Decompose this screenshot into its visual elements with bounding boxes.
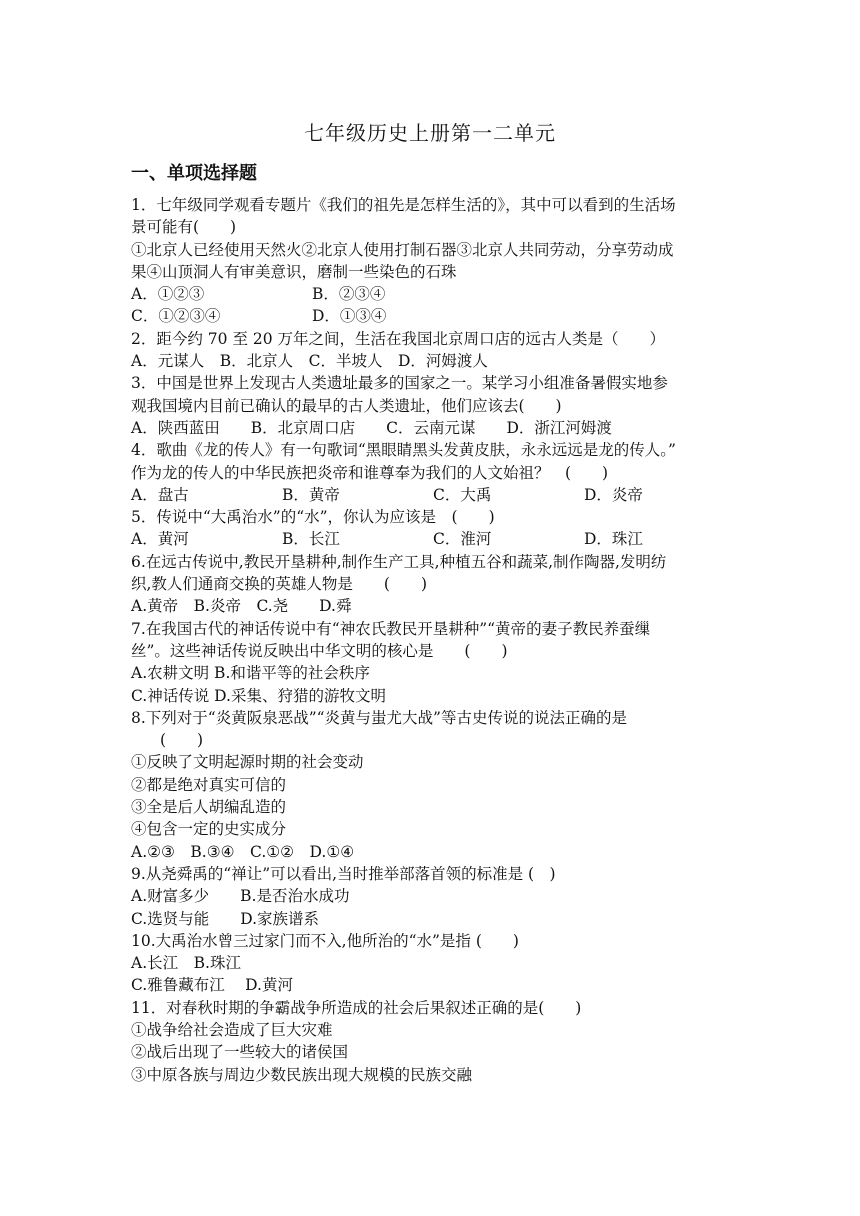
document-title: 七年级历史上册第一二单元 <box>304 121 556 145</box>
text-line <box>131 305 741 327</box>
text-line: ③全是后人胡编乱造的 <box>131 798 287 817</box>
answer-option: B．②③④ <box>312 285 386 304</box>
answer-option: D．炎帝 <box>584 485 643 504</box>
answer-option: B．长江 <box>282 530 340 549</box>
answer-option: D．珠江 <box>584 530 643 549</box>
text-line: 景可能有( ) <box>131 218 237 237</box>
answer-option: A．黄河 <box>131 530 189 549</box>
text-line: ①战争给社会造成了巨大灾难 <box>131 1020 333 1039</box>
text-line: 6.在远古传说中,教民开垦耕种,制作生产工具,种植五谷和蔬菜,制作陶器,发明纺 <box>131 552 667 571</box>
text-line: 11．对春秋时期的争霸战争所造成的社会后果叙述正确的是( ) <box>131 998 582 1017</box>
text-line: C.雅鲁藏布江 D.黄河 <box>131 976 293 995</box>
text-line: 7.在我国古代的神话传说中有“神农氏教民开垦耕种”“黄帝的妻子教民养蚕缫 <box>131 619 651 638</box>
answer-option: A．①②③ <box>131 285 205 304</box>
section-heading: 一、单项选择题 <box>131 163 257 184</box>
text-line: ③中原各族与周边少数民族出现大规模的民族交融 <box>131 1065 473 1084</box>
text-line: 观我国境内目前已确认的最早的古人类遗址，他们应该去( ) <box>131 396 562 415</box>
text-line: A.财富多少 B.是否治水成功 <box>131 887 350 906</box>
text-line: A.农耕文明 B.和谐平等的社会秩序 <box>131 664 370 683</box>
text-line <box>131 528 741 550</box>
text-line: 3．中国是世界上发现古人类遗址最多的国家之一。某学习小组准备暑假实地参 <box>131 374 668 393</box>
question-list <box>131 194 741 1086</box>
text-line <box>131 484 741 506</box>
text-line: 8.下列对于“炎黄阪泉恶战”“炎黄与蚩尤大战”等古史传说的说法正确的是 <box>131 708 627 727</box>
text-line: 织,教人们通商交换的英雄人物是 ( ) <box>131 575 428 594</box>
answer-option: C．①②③④ <box>131 307 221 326</box>
answer-option: D．①③④ <box>312 307 387 326</box>
text-line: 作为龙的传人的中华民族把炎帝和谁尊奉为我们的人文始祖？ ( ) <box>131 463 609 482</box>
text-line <box>131 283 741 305</box>
text-line: A．陕西蓝田 B．北京周口店 C．云南元谋 D．浙江河姆渡 <box>131 418 612 437</box>
text-line: 2．距今约 70 至 20 万年之间，生活在我国北京周口店的远古人类是（ ） <box>131 329 666 348</box>
text-line: ②战后出现了一些较大的诸侯国 <box>131 1043 349 1062</box>
text-line: A.②③ B.③④ C.①② D.①④ <box>131 842 355 861</box>
text-line: 10.大禹治水曾三过家门而不入,他所治的“水”是指 ( ) <box>131 931 519 950</box>
answer-option: C．大禹 <box>433 485 492 504</box>
text-line: ①北京人已经使用天然火②北京人使用打制石器③北京人共同劳动，分享劳动成 <box>131 240 674 259</box>
text-line: A．元谋人 B．北京人 C．半坡人 D．河姆渡人 <box>131 352 488 371</box>
text-line: ①反映了文明起源时期的社会变动 <box>131 753 364 772</box>
answer-option: B．黄帝 <box>282 485 340 504</box>
text-line: 果④山顶洞人有审美意识，磨制一些染色的石珠 <box>131 262 457 281</box>
answer-option: A．盘古 <box>131 485 189 504</box>
text-line: C.选贤与能 D.家族谱系 <box>131 909 320 928</box>
text-line: 9.从尧舜禹的“禅让”可以看出,当时推举部落首领的标准是 ( ) <box>131 864 556 883</box>
text-line: 5．传说中“大禹治水”的“水”，你认为应该是 ( ) <box>131 508 495 527</box>
answer-option: C．淮河 <box>433 530 492 549</box>
text-line: 4．歌曲《龙的传人》有一句歌词“黑眼睛黑头发黄皮肤，永永远远是龙的传人。” <box>131 441 676 460</box>
text-line: ( ) <box>160 731 204 750</box>
text-line: 丝”。这些神话传说反映出中华文明的核心是 ( ) <box>131 641 508 660</box>
text-line: C.神话传说 D.采集、狩猎的游牧文明 <box>131 686 386 705</box>
text-line: ④包含一定的史实成分 <box>131 820 287 839</box>
text-line: ②都是绝对真实可信的 <box>131 775 287 794</box>
text-line: A.长江 B.珠江 <box>131 954 241 973</box>
text-line: 1．七年级同学观看专题片《我们的祖先是怎样生活的》，其中可以看到的生活场 <box>131 196 676 214</box>
text-line: A.黄帝 B.炎帝 C.尧 D.舜 <box>131 597 352 616</box>
